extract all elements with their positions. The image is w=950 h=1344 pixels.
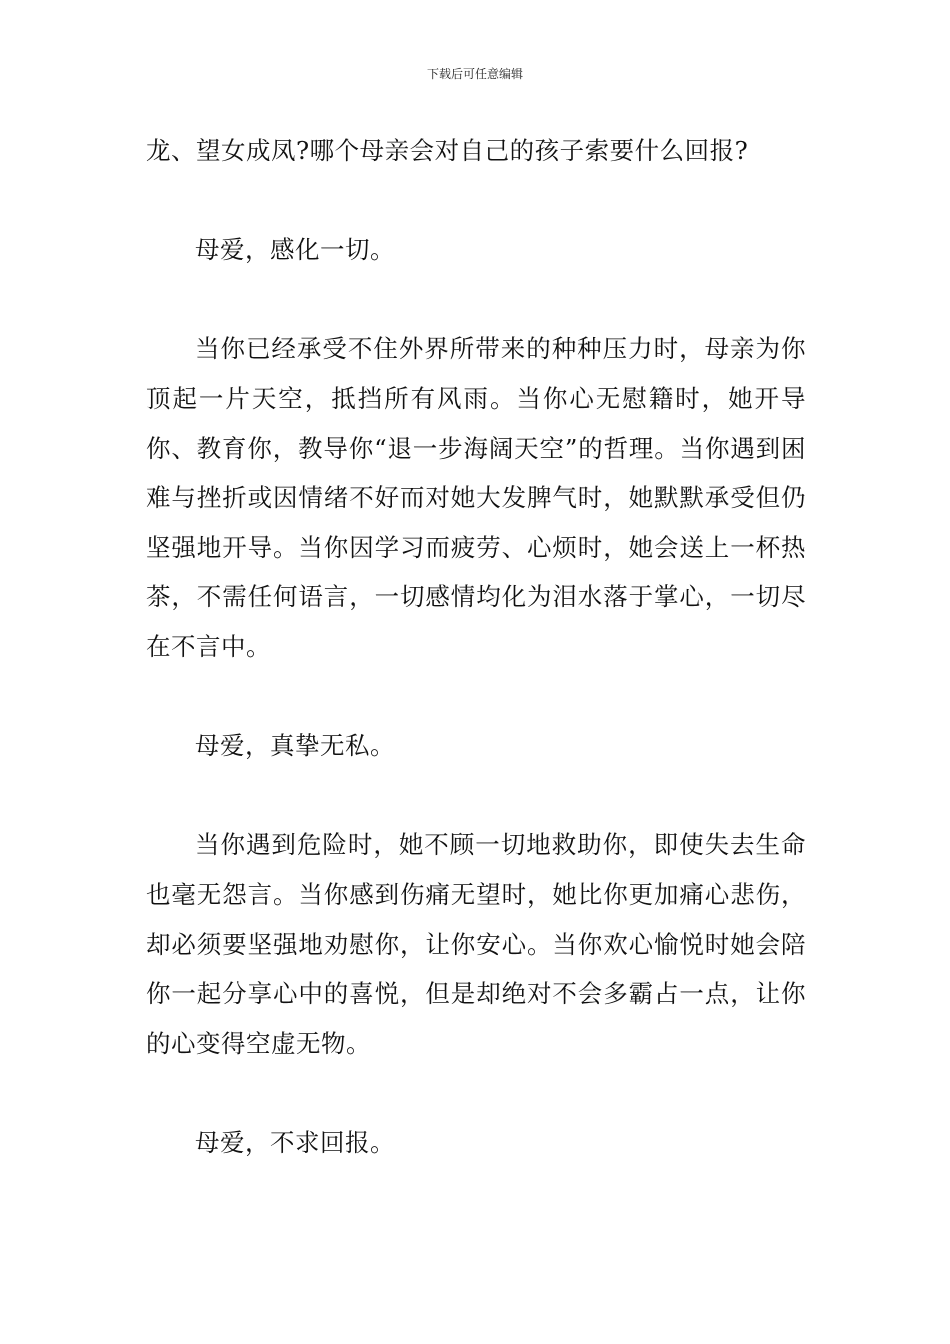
- document-body: [146, 126, 806, 1167]
- paragraph-spacer: [146, 275, 806, 325]
- page-header: 下载后可任意编辑: [426, 67, 523, 81]
- paragraph-continuation: 龙、望女成凤?哪个母亲会对自己的孩子索要什么回报?: [146, 136, 749, 165]
- paragraph-danger: 当你遇到危险时，她不顾一切地救助你，即使失去生命也毫无怨言。当你感到伤痛无望时，她比你更加痛心悲伤，却必须要坚强地劝慰你，让你安心。当你欢心愉悦时她会陪你一起分享心中的喜悦，但是却绝对不会多霸占一点，让你的心变得空虚无物。: [146, 830, 806, 1058]
- paragraph-spacer: [146, 672, 806, 722]
- heading-line-moved: 母爱，感化一切。: [195, 235, 395, 265]
- paragraph-pressure: 当你已经承受不住外界所带来的种种压力时，母亲为你顶起一片天空，抵挡所有风雨。当你心无慰籍时，她开导你、教育你，教导你“退一步海阔天空”的哲理。当你遇到困难与挫折或因情绪不好而对她大发脾气时，她默默承受但仍坚强地开导。当你因学习而疲劳、心烦时，她会送上一杯热茶，不需任何语言，一切感情均化为泪水落于掌心，一切尽在不言中。: [146, 334, 806, 661]
- heading-line-selfless: 母爱，真挚无私。: [195, 731, 395, 761]
- paragraph-spacer: [146, 176, 806, 226]
- heading-line-no-return: 母爱，不求回报。: [195, 1127, 395, 1157]
- paragraph-spacer: [146, 1068, 806, 1118]
- paragraph-spacer: [146, 771, 806, 821]
